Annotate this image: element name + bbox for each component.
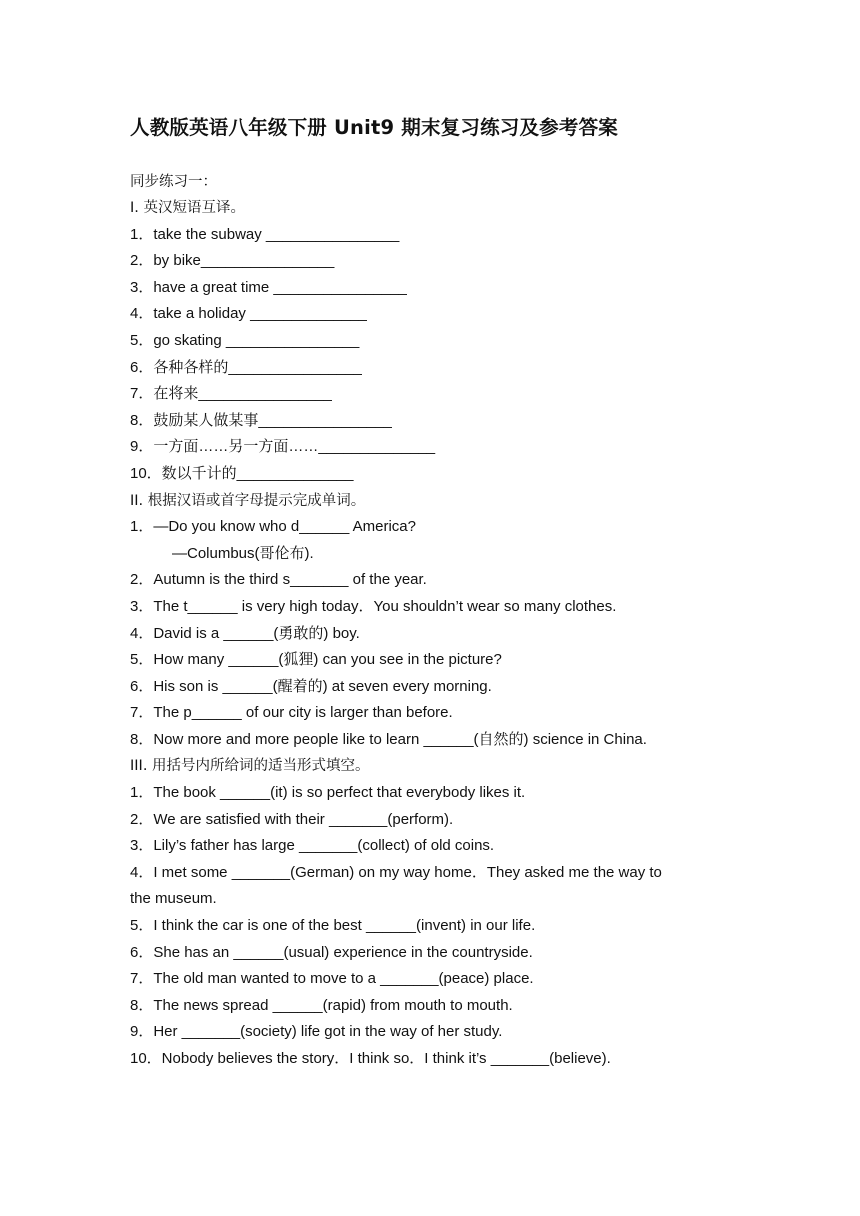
question-line: 8．Now more and more people like to learn ______(自然的) science in China.	[130, 730, 647, 748]
question-line: 6．She has an ______(usual) experience in the countryside.	[130, 943, 533, 961]
question-line: 2．Autumn is the third s_______ of the year.	[130, 571, 427, 589]
exercise-heading: 同步练习一：	[130, 174, 217, 190]
question-line: 8．The news spread ______(rapid) from mouth to mouth.	[130, 996, 513, 1014]
question-continuation: —Columbus(哥伦布).	[172, 544, 314, 562]
question-line: 2．We are satisfied with their _______(perform).	[130, 810, 454, 828]
question-line: 4．David is a ______(勇敢的) boy.	[130, 624, 360, 642]
section-heading: III. 用括号内所给词的适当形式填空。	[130, 758, 370, 775]
question-line: 6．各种各样的________________	[130, 358, 362, 376]
question-line: 3．Lily’s father has large _______(collect) of old coins.	[130, 837, 495, 855]
question-line: 1．The book ______(it) is so perfect that everybody likes it.	[130, 784, 526, 802]
question-line: 10．数以千计的______________	[130, 464, 354, 482]
question-line: 4．I met some _______(German) on my way home．They asked me the way to	[130, 863, 662, 881]
question-line: 5．go skating ________________	[130, 331, 360, 349]
question-line: 9．一方面……另一方面……______________	[130, 438, 436, 456]
question-line: 1．take the subway ________________	[130, 225, 400, 243]
exercise-lines	[130, 195, 770, 1073]
question-continuation: the museum.	[130, 890, 217, 908]
question-line: 4．take a holiday ______________	[130, 305, 367, 323]
question-line: 7．The old man wanted to move to a _______(peace) place.	[130, 970, 534, 988]
question-line: 6．His son is ______(醒着的) at seven every morning.	[130, 677, 492, 695]
question-line: 5．I think the car is one of the best ______(invent) in our life.	[130, 917, 536, 935]
question-line: 7．在将来________________	[130, 385, 332, 403]
question-line: 5．How many ______(狐狸) can you see in the picture?	[130, 651, 502, 669]
question-line: 10．Nobody believes the story．I think so．I think it’s _______(believe).	[130, 1050, 611, 1067]
question-line: 1．—Do you know who d______ America?	[130, 518, 416, 536]
question-line: 8．鼓励某人做某事________________	[130, 411, 392, 429]
question-line: 2．by bike________________	[130, 252, 335, 270]
section-heading: I. 英汉短语互译。	[130, 200, 245, 216]
question-line: 3．The t______ is very high today．You shouldn’t wear so many clothes.	[130, 597, 617, 615]
question-line: 7．The p______ of our city is larger than before.	[130, 704, 453, 722]
section-heading: II. 根据汉语或首字母提示完成单词。	[130, 492, 366, 509]
question-line: 9．Her _______(society) life got in the way of her study.	[130, 1023, 503, 1041]
question-line: 3．have a great time ________________	[130, 278, 407, 296]
document-title: 人教版英语八年级下册 Unit9 期末复习练习及参考答案	[130, 116, 618, 139]
